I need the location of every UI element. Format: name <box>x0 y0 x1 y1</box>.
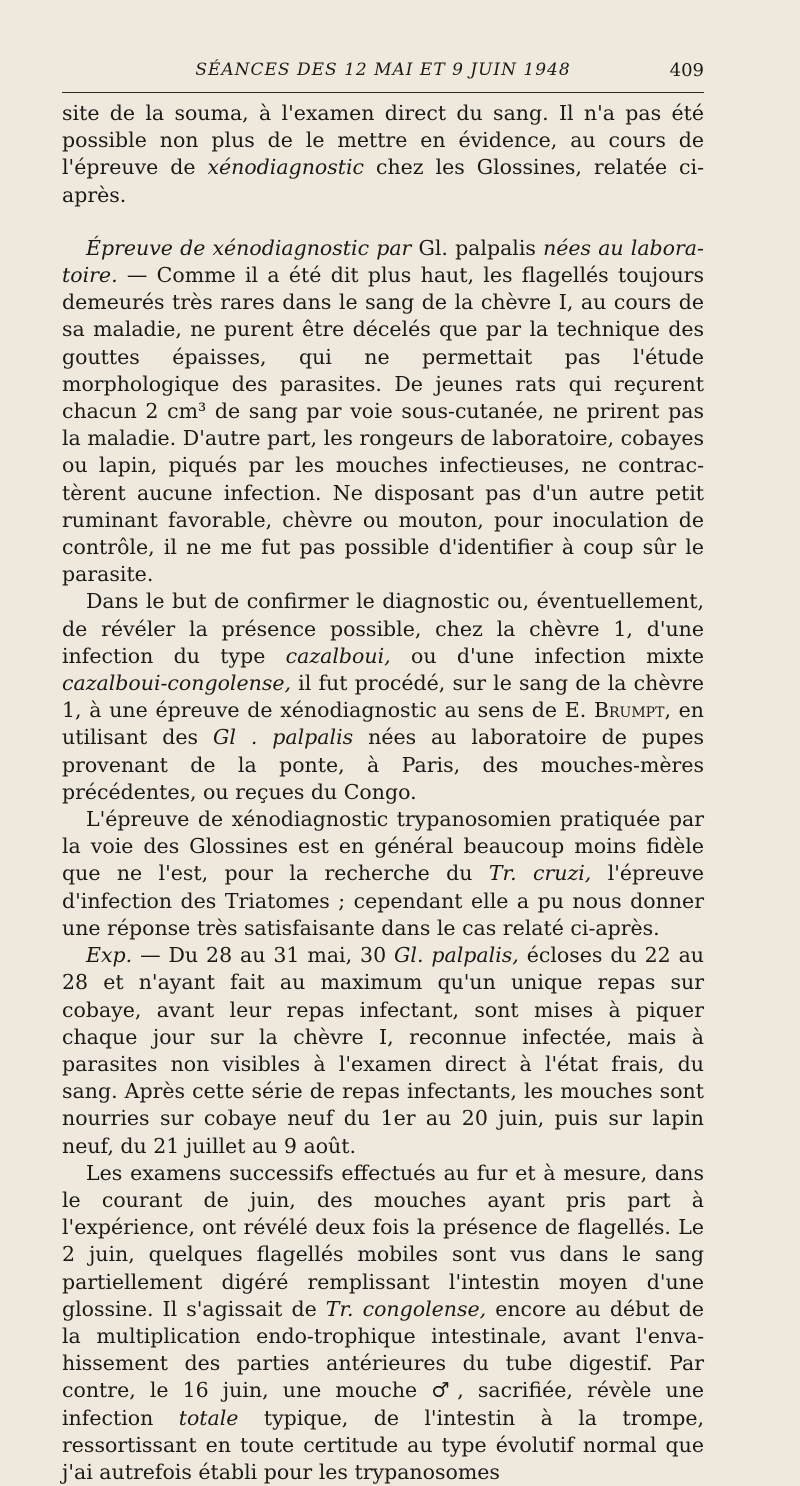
paragraph-5 <box>62 942 704 1160</box>
author-name: Brumpt <box>593 698 665 723</box>
section-heading-tail: nées au laboratoire. <box>62 235 704 288</box>
paragraph-text: — Du 28 au 31 mai, 30 <box>132 943 395 968</box>
italic-term: Tr. congolense, <box>325 1296 487 1321</box>
italic-term: cazalboui-congolense, <box>62 671 291 696</box>
paragraph-text: chez les Glossines, relatée ci-après. <box>62 155 704 207</box>
paragraph-text: — Comme il a été dit plus haut, les flagellés toujours demeurés très rares dans le sang de la chèvre I, au cours de sa maladie, ne purent être décelés que par la technique des gouttes épaisses, qui ne permettait pas l'étude morphologique des parasites. De jeunes rats qui reçurent chacun 2 cm³ de sang par voie sous-cutanée, ne prirent pas la maladie. D'autre part, les rongeurs de laboratoire, cobayes ou lapin, piqués par les mouches infectieuses, ne contractèrent aucune infection. Ne disposant pas d'un autre petit ruminant favorable, chèvre ou mouton, pour inoculation de contrôle, il ne me fut pas possible d'identifier à coup sûr le parasite. <box>62 263 704 587</box>
paragraph-text: Les examens successifs effectués au fur et à mesure, dans le courant de juin, des mouches ayant pris part à l'expérience, ont révélé deux fois la présence de flagellés. Le 2 juin, quelques flagellés mobiles sont vus dans le sang partiellement digéré remplissant l'intestin moyen d'une glossine. Il s'agissait de <box>62 1160 704 1321</box>
section-heading-species: Gl. palpalis <box>411 235 544 260</box>
paragraph-4 <box>62 806 704 942</box>
header-rule <box>62 92 704 93</box>
italic-term: cazalboui, <box>285 643 391 668</box>
italic-term: Tr. cruzi, <box>488 861 592 886</box>
paragraph-3 <box>62 588 704 806</box>
paragraph-text: l'épreuve d'infection des Triatomes ; cependant elle a pu nous donner une réponse très satisfaisante dans le cas relaté ci-après. <box>62 861 704 940</box>
paragraph-text: nées au laboratoire de pupes provenant de la ponte, à Paris, des mouches-mères précédentes, ou reçues du Congo. <box>62 725 704 804</box>
paragraph-text: écloses du 22 au 28 et n'ayant fait au maximum qu'un unique repas sur cobaye, avant leur repas infectant, sont mises à piquer chaque jour sur la chèvre I, reconnue infectée, mais à parasites non visibles à l'examen direct à l'état frais, du sang. Après cette série de repas infectants, les mouches sont nourries sur cobaye neuf du 1er au 20 juin, puis sur lapin neuf, du 21 juillet au 9 août. <box>62 943 704 1158</box>
italic-term: totale <box>178 1405 239 1430</box>
body-text <box>62 100 704 1486</box>
running-head: SÉANCES DES 12 MAI ET 9 JUIN 1948 <box>195 60 571 80</box>
section-heading: Épreuve de xénodiagnostic par <box>86 235 412 260</box>
page-header <box>62 60 704 90</box>
paragraph-text: typique, de l'intestin à la trompe, ressortissant en toute certitude au type évolutif normal que j'ai autrefois établi pour les trypanosomes <box>62 1405 704 1484</box>
italic-term: xénodiagnostic <box>207 155 365 180</box>
italic-term: Gl. palpalis, <box>394 943 519 968</box>
paragraph-1 <box>62 100 704 209</box>
paragraph-text: L'épreuve de xénodiagnostic trypanosomien pratiquée par la voie des Glossines est en général beaucoup moins fidèle que ne l'est, pour la recherche du <box>62 807 704 886</box>
paragraph-text: ou d'une infection mixte <box>390 643 704 668</box>
paragraph-text: site de la souma, à l'examen direct du sang. Il n'a pas été possible non plus de le mettre en évidence, au cours de l'épreuve de <box>62 101 704 180</box>
paragraph-text: il fut procédé, sur le sang de la chèvre 1, à une épreuve de xénodiagnostic au sens de E. <box>62 671 704 723</box>
paragraph-text: encore au début de la multiplication endo-trophique intestinale, avant l'envahissement des parties antérieures du tube digestif. Par contre, le 16 juin, une mouche ♂, sacrifiée, révèle une infection <box>62 1296 705 1430</box>
paragraph-text: Dans le but de confirmer le diagnostic ou, éventuellement, de révéler la présence possible, chez la chèvre 1, d'une infection du type <box>62 589 704 668</box>
paragraph-2 <box>62 235 704 589</box>
italic-term: Exp. <box>86 943 133 968</box>
paragraph-6 <box>62 1160 704 1486</box>
page-number: 409 <box>669 60 704 81</box>
italic-term: Gl . palpalis <box>212 725 354 750</box>
paragraph-text: , en utilisant des <box>62 698 704 750</box>
